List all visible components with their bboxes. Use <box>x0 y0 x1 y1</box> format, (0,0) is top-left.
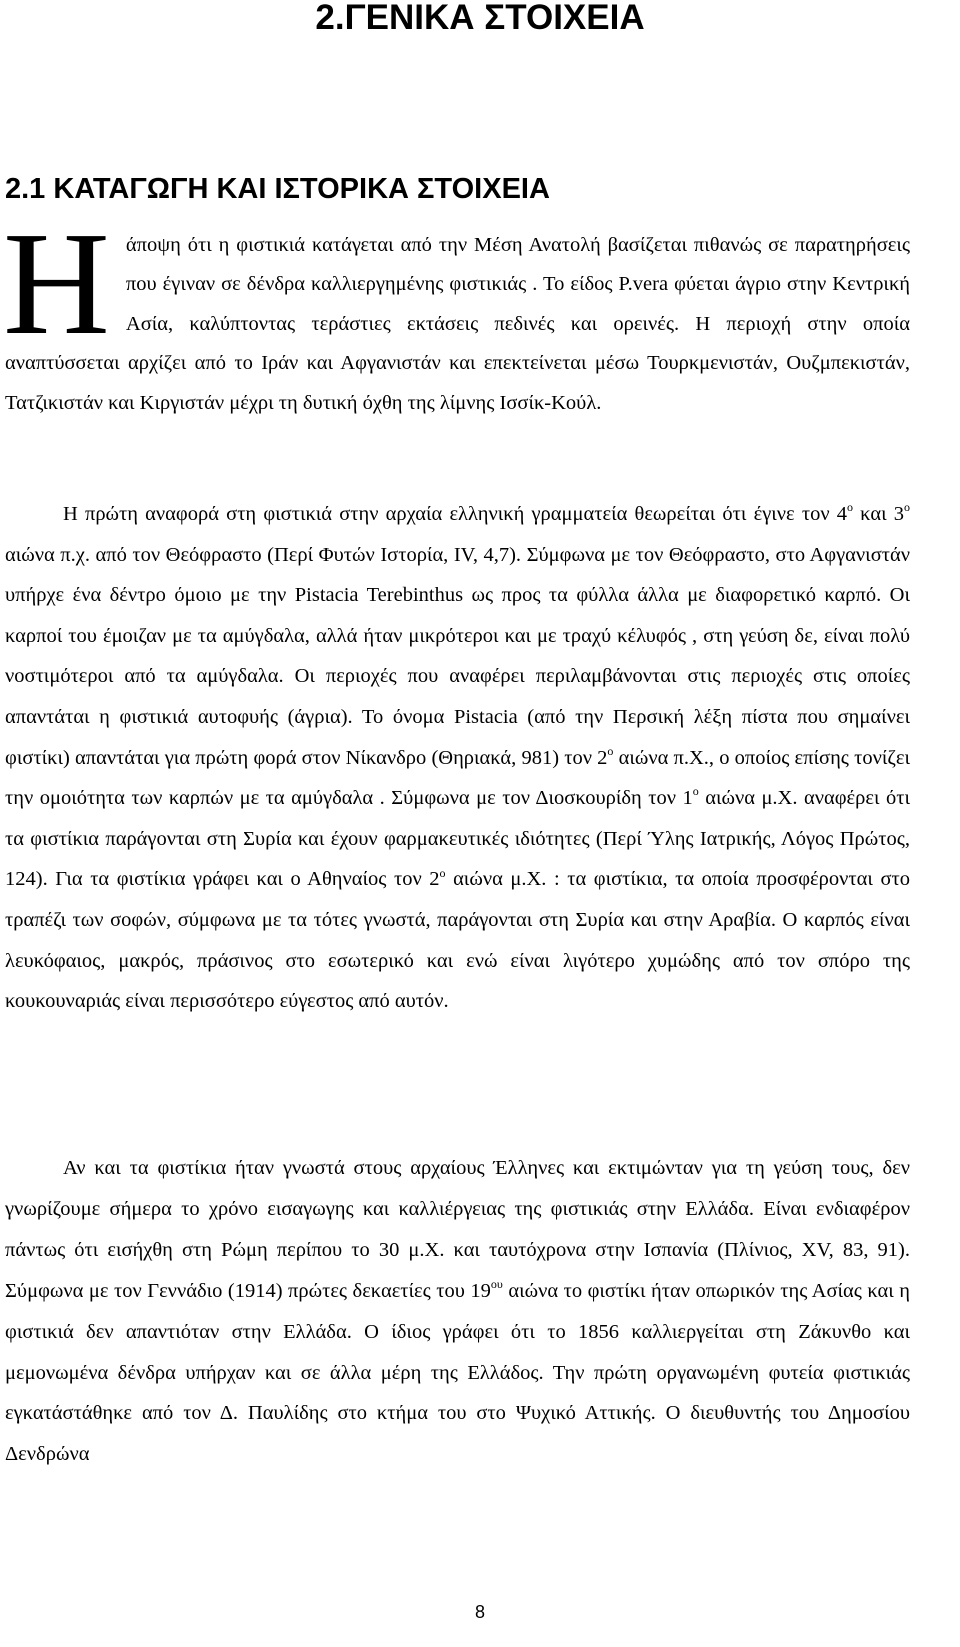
paragraph-greece-introduction <box>5 1148 910 1475</box>
text-run: και 3 <box>853 503 905 525</box>
paragraph-origin <box>3 202 910 423</box>
text-run: αιώνα μ.Χ. αναφέρει ότι τα φιστίκια παράγονται στη Συρία και έχουν φαρμακευτικές ιδιότητες (Περί Ύλης Ιατρικής, Λόγος Πρώτος, 124). Για τα φιστίκια γράφει και ο Αθηναίος τον 2 <box>5 787 911 891</box>
superscript: ο <box>439 865 446 880</box>
superscript: ο <box>607 743 614 758</box>
section-title: 2.1 ΚΑΤΑΓΩΓΗ ΚΑΙ ΙΣΤΟΡΙΚΑ ΣΤΟΙΧΕΙΑ <box>5 173 550 205</box>
superscript: ου <box>490 1276 503 1291</box>
text-run: αιώνα μ.Χ. : τα φιστίκια, τα οποία προσφέρονται στο τραπέζι των σοφών, σύμφωνα με τα τότες γνωστά, παράγονται στη Συρία και στην Αραβία. Ο καρπός είναι λευκόφαιος, μακρός, πράσινος στο εσωτερικό και ενώ είναι λιγότερο χυμώδης από τον σπόρο της κουκουναριάς είναι περισσότερο εύγεστος από αυτόν. <box>5 868 910 1013</box>
superscript: ο <box>847 500 854 515</box>
text-run: αιώνα π.χ. από τον Θεόφραστο (Περί Φυτών Ιστορία, IV, 4,7). Σύμφωνα με τον Θεόφραστο, στο Αφγανιστάν υπήρχε ένα δέντρο όμοιο με την Pistacia Terebinthus ως προς τα φύλλα άλλα με διαφορετικό καρπό. Οι καρποί του έμοιζαν με τα αμύγδαλα, αλλά ήταν μικρότεροι και με τραχύ κέλυφός , στη γεύση δε, είναι πολύ νοστιμότεροι από τα αμύγδαλα. Οι περιοχές που αναφέρει περιλαμβάνονται στις περιοχές στις οποίες απαντάται η φιστικιά αυτοφυής (άγρια). Το όνομα Pistacia (από την Περσική λέξη πίστα που σημαίνει φιστίκι) απαντάται για πρώτη φορά στον Νίκανδρο (Θηριακά, 981) τον 2 <box>5 543 910 769</box>
text-run: αιώνα το φιστίκι ήταν οπωρικόν της Ασίας και η φιστικιά δεν απαντιόταν στην Ελλάδα. Ο ίδιος γράφει ότι το 1856 καλλιεργείται στη Ζάκυνθο και μεμονωμένα δένδρα υπήρχαν και σε άλλα μέρη της Ελλάδος. Την πρώτη οργανωμένη φυτεία φιστικιάς εγκατάστάθηκε από τον Δ. Παυλίδης στο κτήμα του στο Ψυχικό Αττικής. Ο διευθυντής του Δημοσίου Δενδρώνα <box>5 1279 910 1466</box>
superscript: ο <box>692 784 699 799</box>
chapter-title: 2.ΓΕΝΙΚΑ ΣΤΟΙΧΕΙΑ <box>315 0 645 37</box>
text-run: αιώνα π.Χ., ο οποίος επίσης τονίζει την ομοιότητα των καρπών με τα αμύγδαλα . Σύμφωνα με τον Διοσκουρίδη τον 1 <box>5 746 910 810</box>
superscript: ο <box>904 500 911 515</box>
text-run: Αν και τα φιστίκια ήταν γνωστά στους αρχαίους Έλληνες και εκτιμώνταν για τη γεύση τους, δεν γνωρίζουμε σήμερα το χρόνο εισαγωγης και καλλιέργειας της φιστικιάς στην Ελλάδα. Είναι ενδιαφέρον πάντως ότι εισήχθη στη Ρώμη περίπου το 30 μ.Χ. και ταυτόχρονα στην Ισπανία (Πλίνιος, XV, 83, 91). Σύμφωνα με τον Γεννάδιο (1914) πρώτες δεκαετίες του 19 <box>5 1157 910 1302</box>
paragraph-origin-text: άποψη ότι η φιστικιά κατάγεται από την Μέση Ανατολή βασίζεται πιθανώς σε παρατηρήσεις που έγιναν σε δένδρα καλλιεργημένης φιστικιάς . Το είδος P.vera φύεται άγριο στην Κεντρική Ασία, καλύπτοντας τεράστιες εκτάσεις πεδινές και ορεινές. Η περιοχή στην οποία αναπτύσσεται αρχίζει από το Ιράν και Αφγανιστάν και επεκτείνεται μέσω Τουρκμενιστάν, Ουζμπεκιστάν, Τατζικιστάν και Κιργιστάν μέχρι τη δυτική όχθη της λίμνης Ισσίκ-Κούλ. <box>5 234 910 414</box>
drop-cap-letter: Η <box>3 202 110 366</box>
paragraph-ancient-references <box>5 494 910 1022</box>
page-number: 8 <box>474 1602 485 1622</box>
text-run: Η πρώτη αναφορά στη φιστικιά στην αρχαία ελληνική γραμματεία θεωρείται ότι έγινε τον 4 <box>63 503 848 525</box>
